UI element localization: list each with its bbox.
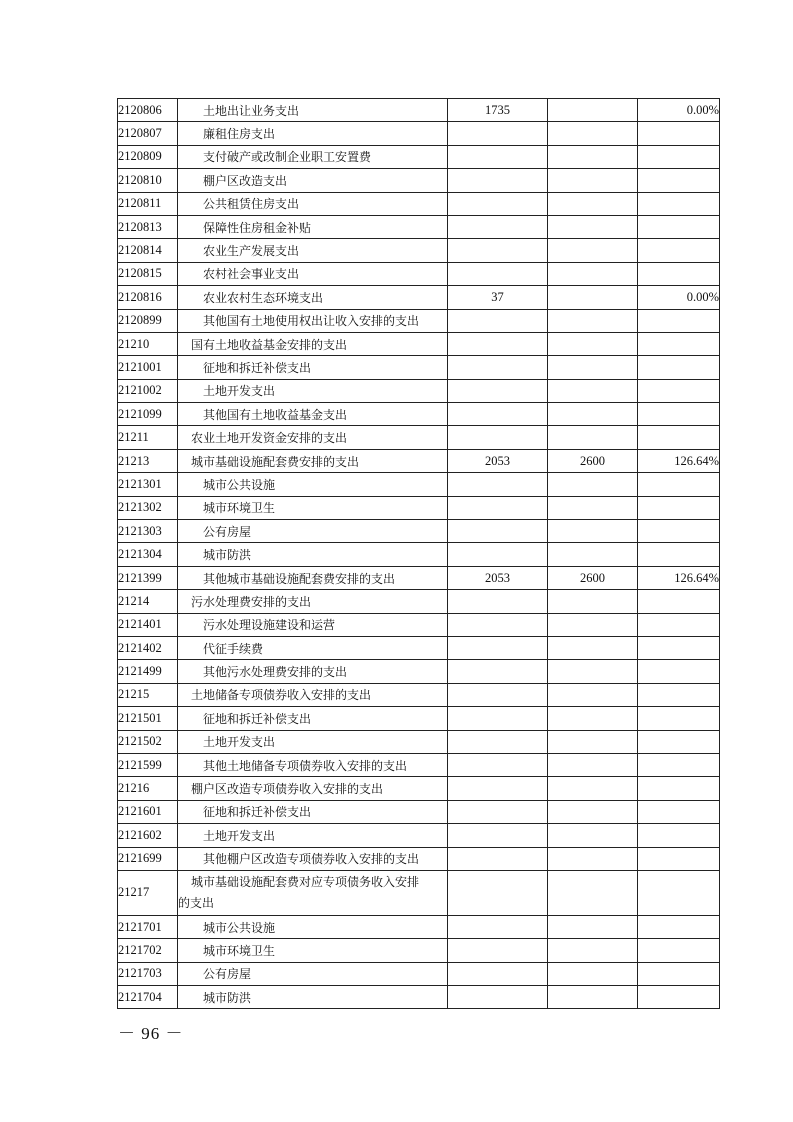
current-value-cell bbox=[548, 169, 638, 192]
budget-table bbox=[117, 98, 720, 1009]
subject-name-cell: 土地开发支出 bbox=[178, 824, 448, 847]
subject-code-cell: 2121701 bbox=[118, 915, 178, 938]
prior-year-value-cell bbox=[448, 356, 548, 379]
subject-name-cell: 农业生产发展支出 bbox=[178, 239, 448, 262]
percentage-cell bbox=[638, 660, 720, 683]
percentage-cell bbox=[638, 145, 720, 168]
subject-code-cell: 21216 bbox=[118, 777, 178, 800]
subject-name-cell: 征地和拆迁补偿支出 bbox=[178, 707, 448, 730]
subject-name-cell: 城市环境卫生 bbox=[178, 496, 448, 519]
subject-name-cell: 廉租住房支出 bbox=[178, 122, 448, 145]
current-value-cell bbox=[548, 332, 638, 355]
table-row bbox=[118, 379, 720, 402]
table-row bbox=[118, 215, 720, 238]
percentage-cell bbox=[638, 332, 720, 355]
subject-code-cell: 2121601 bbox=[118, 800, 178, 823]
prior-year-value-cell bbox=[448, 777, 548, 800]
prior-year-value-cell bbox=[448, 636, 548, 659]
current-value-cell: 2600 bbox=[548, 566, 638, 589]
prior-year-value-cell bbox=[448, 613, 548, 636]
subject-name-cell: 公共租赁住房支出 bbox=[178, 192, 448, 215]
prior-year-value-cell: 37 bbox=[448, 286, 548, 309]
table-row bbox=[118, 566, 720, 589]
current-value-cell bbox=[548, 847, 638, 870]
subject-code-cell: 2120816 bbox=[118, 286, 178, 309]
subject-name-cell: 污水处理费安排的支出 bbox=[178, 590, 448, 613]
prior-year-value-cell bbox=[448, 262, 548, 285]
percentage-cell bbox=[638, 215, 720, 238]
subject-code-cell: 2120807 bbox=[118, 122, 178, 145]
percentage-cell bbox=[638, 590, 720, 613]
subject-name-cell: 保障性住房租金补贴 bbox=[178, 215, 448, 238]
current-value-cell bbox=[548, 473, 638, 496]
subject-code-cell: 21217 bbox=[118, 870, 178, 915]
subject-code-cell: 21211 bbox=[118, 426, 178, 449]
prior-year-value-cell bbox=[448, 800, 548, 823]
table-row bbox=[118, 543, 720, 566]
subject-code-cell: 2121303 bbox=[118, 520, 178, 543]
subject-name-cell: 公有房屋 bbox=[178, 962, 448, 985]
subject-code-cell: 2121301 bbox=[118, 473, 178, 496]
current-value-cell bbox=[548, 753, 638, 776]
table-row bbox=[118, 613, 720, 636]
subject-name-cell: 支付破产或改制企业职工安置费 bbox=[178, 145, 448, 168]
table-row bbox=[118, 962, 720, 985]
subject-code-cell: 2121699 bbox=[118, 847, 178, 870]
table-row bbox=[118, 520, 720, 543]
subject-name-cell: 城市防洪 bbox=[178, 986, 448, 1009]
percentage-cell bbox=[638, 613, 720, 636]
prior-year-value-cell bbox=[448, 962, 548, 985]
table-row bbox=[118, 730, 720, 753]
percentage-cell bbox=[638, 939, 720, 962]
table-row bbox=[118, 145, 720, 168]
prior-year-value-cell: 2053 bbox=[448, 449, 548, 472]
current-value-cell bbox=[548, 122, 638, 145]
prior-year-value-cell bbox=[448, 496, 548, 519]
current-value-cell bbox=[548, 99, 638, 122]
prior-year-value-cell bbox=[448, 543, 548, 566]
percentage-cell bbox=[638, 683, 720, 706]
table-row bbox=[118, 777, 720, 800]
subject-code-cell: 2121702 bbox=[118, 939, 178, 962]
current-value-cell bbox=[548, 496, 638, 519]
subject-code-cell: 2121703 bbox=[118, 962, 178, 985]
prior-year-value-cell bbox=[448, 870, 548, 915]
percentage-cell bbox=[638, 169, 720, 192]
percentage-cell bbox=[638, 636, 720, 659]
prior-year-value-cell bbox=[448, 590, 548, 613]
percentage-cell bbox=[638, 543, 720, 566]
prior-year-value-cell bbox=[448, 824, 548, 847]
subject-code-cell: 21213 bbox=[118, 449, 178, 472]
prior-year-value-cell bbox=[448, 192, 548, 215]
table-row bbox=[118, 707, 720, 730]
percentage-cell: 126.64% bbox=[638, 449, 720, 472]
percentage-cell bbox=[638, 870, 720, 915]
table-row bbox=[118, 332, 720, 355]
percentage-cell bbox=[638, 379, 720, 402]
subject-name-cell: 污水处理设施建设和运营 bbox=[178, 613, 448, 636]
prior-year-value-cell bbox=[448, 215, 548, 238]
table-row bbox=[118, 800, 720, 823]
percentage-cell bbox=[638, 403, 720, 426]
current-value-cell bbox=[548, 683, 638, 706]
prior-year-value-cell: 1735 bbox=[448, 99, 548, 122]
subject-name-cell: 其他国有土地收益基金支出 bbox=[178, 403, 448, 426]
table-row bbox=[118, 286, 720, 309]
percentage-cell bbox=[638, 473, 720, 496]
subject-name-cell: 棚户区改造支出 bbox=[178, 169, 448, 192]
current-value-cell bbox=[548, 309, 638, 332]
percentage-cell: 0.00% bbox=[638, 99, 720, 122]
subject-name-cell: 其他土地储备专项债券收入安排的支出 bbox=[178, 753, 448, 776]
table-row bbox=[118, 496, 720, 519]
prior-year-value-cell: 2053 bbox=[448, 566, 548, 589]
percentage-cell: 126.64% bbox=[638, 566, 720, 589]
subject-code-cell: 2121499 bbox=[118, 660, 178, 683]
current-value-cell bbox=[548, 707, 638, 730]
subject-name-cell: 征地和拆迁补偿支出 bbox=[178, 800, 448, 823]
current-value-cell bbox=[548, 239, 638, 262]
percentage-cell bbox=[638, 753, 720, 776]
percentage-cell bbox=[638, 239, 720, 262]
prior-year-value-cell bbox=[448, 473, 548, 496]
subject-name-cell: 公有房屋 bbox=[178, 520, 448, 543]
budget-table-body bbox=[118, 99, 720, 1009]
percentage-cell bbox=[638, 962, 720, 985]
current-value-cell bbox=[548, 986, 638, 1009]
percentage-cell bbox=[638, 707, 720, 730]
subject-code-cell: 2121099 bbox=[118, 403, 178, 426]
percentage-cell bbox=[638, 356, 720, 379]
subject-code-cell: 2121304 bbox=[118, 543, 178, 566]
prior-year-value-cell bbox=[448, 403, 548, 426]
prior-year-value-cell bbox=[448, 309, 548, 332]
current-value-cell bbox=[548, 379, 638, 402]
percentage-cell bbox=[638, 520, 720, 543]
subject-name-cell: 国有土地收益基金安排的支出 bbox=[178, 332, 448, 355]
percentage-cell bbox=[638, 496, 720, 519]
percentage-cell bbox=[638, 122, 720, 145]
current-value-cell bbox=[548, 915, 638, 938]
percentage-cell: 0.00% bbox=[638, 286, 720, 309]
subject-name-line2: 的支出 bbox=[178, 895, 215, 910]
percentage-cell bbox=[638, 192, 720, 215]
current-value-cell: 2600 bbox=[548, 449, 638, 472]
subject-code-cell: 2120814 bbox=[118, 239, 178, 262]
percentage-cell bbox=[638, 730, 720, 753]
current-value-cell bbox=[548, 636, 638, 659]
table-row bbox=[118, 636, 720, 659]
table-row bbox=[118, 99, 720, 122]
subject-name-cell bbox=[178, 870, 448, 915]
subject-code-cell: 2121399 bbox=[118, 566, 178, 589]
current-value-cell bbox=[548, 870, 638, 915]
subject-code-cell: 2121501 bbox=[118, 707, 178, 730]
subject-code-cell: 2120809 bbox=[118, 145, 178, 168]
current-value-cell bbox=[548, 262, 638, 285]
table-row bbox=[118, 449, 720, 472]
percentage-cell bbox=[638, 915, 720, 938]
page-number: － 96 － bbox=[118, 1024, 184, 1043]
subject-code-cell: 2120815 bbox=[118, 262, 178, 285]
subject-code-cell: 21215 bbox=[118, 683, 178, 706]
subject-code-cell: 2121599 bbox=[118, 753, 178, 776]
subject-name-cell: 城市公共设施 bbox=[178, 473, 448, 496]
current-value-cell bbox=[548, 730, 638, 753]
subject-code-cell: 2121002 bbox=[118, 379, 178, 402]
table-row bbox=[118, 309, 720, 332]
prior-year-value-cell bbox=[448, 683, 548, 706]
subject-code-cell: 2120810 bbox=[118, 169, 178, 192]
prior-year-value-cell bbox=[448, 426, 548, 449]
current-value-cell bbox=[548, 824, 638, 847]
table-row bbox=[118, 403, 720, 426]
prior-year-value-cell bbox=[448, 379, 548, 402]
subject-name-cell: 土地开发支出 bbox=[178, 379, 448, 402]
table-row bbox=[118, 870, 720, 915]
prior-year-value-cell bbox=[448, 332, 548, 355]
percentage-cell bbox=[638, 847, 720, 870]
percentage-cell bbox=[638, 800, 720, 823]
prior-year-value-cell bbox=[448, 122, 548, 145]
table-row bbox=[118, 753, 720, 776]
prior-year-value-cell bbox=[448, 169, 548, 192]
percentage-cell bbox=[638, 777, 720, 800]
current-value-cell bbox=[548, 962, 638, 985]
subject-code-cell: 21210 bbox=[118, 332, 178, 355]
prior-year-value-cell bbox=[448, 847, 548, 870]
prior-year-value-cell bbox=[448, 986, 548, 1009]
current-value-cell bbox=[548, 403, 638, 426]
prior-year-value-cell bbox=[448, 730, 548, 753]
subject-name-cell: 征地和拆迁补偿支出 bbox=[178, 356, 448, 379]
current-value-cell bbox=[548, 145, 638, 168]
percentage-cell bbox=[638, 986, 720, 1009]
current-value-cell bbox=[548, 777, 638, 800]
subject-code-cell: 2120806 bbox=[118, 99, 178, 122]
table-row bbox=[118, 847, 720, 870]
subject-name-cell: 农业土地开发资金安排的支出 bbox=[178, 426, 448, 449]
subject-code-cell: 2121602 bbox=[118, 824, 178, 847]
table-row bbox=[118, 473, 720, 496]
subject-name-cell: 城市公共设施 bbox=[178, 915, 448, 938]
subject-code-cell: 2120811 bbox=[118, 192, 178, 215]
subject-name-cell: 土地出让业务支出 bbox=[178, 99, 448, 122]
current-value-cell bbox=[548, 356, 638, 379]
subject-name-cell: 土地开发支出 bbox=[178, 730, 448, 753]
percentage-cell bbox=[638, 824, 720, 847]
subject-name-cell: 农村社会事业支出 bbox=[178, 262, 448, 285]
subject-code-cell: 2121402 bbox=[118, 636, 178, 659]
prior-year-value-cell bbox=[448, 707, 548, 730]
prior-year-value-cell bbox=[448, 915, 548, 938]
prior-year-value-cell bbox=[448, 520, 548, 543]
subject-code-cell: 2121704 bbox=[118, 986, 178, 1009]
prior-year-value-cell bbox=[448, 753, 548, 776]
percentage-cell bbox=[638, 262, 720, 285]
percentage-cell bbox=[638, 426, 720, 449]
table-row bbox=[118, 660, 720, 683]
subject-code-cell: 2121401 bbox=[118, 613, 178, 636]
table-row bbox=[118, 356, 720, 379]
subject-name-cell: 农业农村生态环境支出 bbox=[178, 286, 448, 309]
subject-name-cell: 棚户区改造专项债券收入安排的支出 bbox=[178, 777, 448, 800]
subject-name-cell: 土地储备专项债券收入安排的支出 bbox=[178, 683, 448, 706]
subject-code-cell: 2121302 bbox=[118, 496, 178, 519]
subject-name-cell: 其他棚户区改造专项债券收入安排的支出 bbox=[178, 847, 448, 870]
table-row bbox=[118, 239, 720, 262]
current-value-cell bbox=[548, 426, 638, 449]
percentage-cell bbox=[638, 309, 720, 332]
table-row bbox=[118, 590, 720, 613]
prior-year-value-cell bbox=[448, 145, 548, 168]
subject-name-cell: 代征手续费 bbox=[178, 636, 448, 659]
subject-name-cell: 其他城市基础设施配套费安排的支出 bbox=[178, 566, 448, 589]
subject-code-cell: 2121502 bbox=[118, 730, 178, 753]
subject-code-cell: 2120813 bbox=[118, 215, 178, 238]
prior-year-value-cell bbox=[448, 660, 548, 683]
current-value-cell bbox=[548, 939, 638, 962]
current-value-cell bbox=[548, 660, 638, 683]
subject-name-cell: 城市环境卫生 bbox=[178, 939, 448, 962]
table-row bbox=[118, 986, 720, 1009]
subject-name-cell: 城市基础设施配套费安排的支出 bbox=[178, 449, 448, 472]
prior-year-value-cell bbox=[448, 939, 548, 962]
current-value-cell bbox=[548, 286, 638, 309]
table-row bbox=[118, 262, 720, 285]
table-row bbox=[118, 915, 720, 938]
subject-code-cell: 2121001 bbox=[118, 356, 178, 379]
subject-name-cell: 其他国有土地使用权出让收入安排的支出 bbox=[178, 309, 448, 332]
subject-code-cell: 2120899 bbox=[118, 309, 178, 332]
table-row bbox=[118, 192, 720, 215]
current-value-cell bbox=[548, 215, 638, 238]
subject-code-cell: 21214 bbox=[118, 590, 178, 613]
current-value-cell bbox=[548, 590, 638, 613]
subject-name-line1: 城市基础设施配套费对应专项债务收入安排 bbox=[191, 874, 420, 889]
current-value-cell bbox=[548, 543, 638, 566]
subject-name-cell: 其他污水处理费安排的支出 bbox=[178, 660, 448, 683]
current-value-cell bbox=[548, 613, 638, 636]
table-row bbox=[118, 122, 720, 145]
table-row bbox=[118, 683, 720, 706]
table-row bbox=[118, 169, 720, 192]
subject-name-cell: 城市防洪 bbox=[178, 543, 448, 566]
table-row bbox=[118, 426, 720, 449]
table-row bbox=[118, 824, 720, 847]
current-value-cell bbox=[548, 192, 638, 215]
current-value-cell bbox=[548, 520, 638, 543]
current-value-cell bbox=[548, 800, 638, 823]
table-row bbox=[118, 939, 720, 962]
prior-year-value-cell bbox=[448, 239, 548, 262]
